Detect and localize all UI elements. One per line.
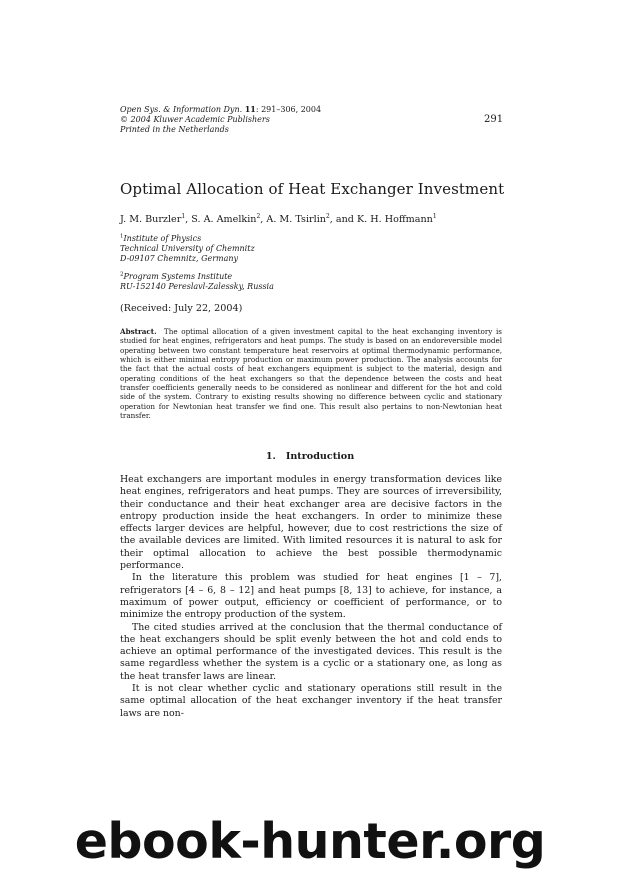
affiliation-2: $^2$Program Systems Institute RU-152140 Pereslavl-Zalessky, Russia [120, 271, 274, 291]
watermark: ebook-hunter.org [74, 813, 546, 870]
abstract [120, 327, 502, 420]
author-list [120, 214, 437, 225]
body-text [120, 474, 502, 720]
page-number: 291 [484, 114, 504, 125]
section-heading [0, 451, 620, 462]
author: J. M. Burzler$^1$, [120, 212, 192, 225]
paragraph: The cited studies arrived at the conclusion that the thermal conductance of the heat exchangers should be split evenly between the hot and cold ends to achieve an optimal performance of the investigated devices. This result is the same regardless whether the system is a cyclic or a stationary one, as long as the heat transfer laws are linear. [120, 621, 502, 682]
received-date: (Received: July 22, 2004) [120, 303, 243, 314]
journal-volume: 11 [244, 104, 256, 114]
paragraph: In the literature this problem was studied for heat engines [1 – 7], refrigerators [4 – 6, 8 – 12] and heat pumps [8, 13] to achieve, for instance, a maximum of power output, efficiency or coefficient of performance, or to minimize the entropy production of the system. [120, 572, 502, 621]
abstract-text: The optimal allocation of a given investment capital to the heat exchanging inventory is studied for heat engines, refrigerators and heat pumps. The study is based on an endoreversible model operating between two constant temperature heat reservoirs at optimal thermodynamic performance, which is either minimal entropy production or maximum power production. The analysis accounts for the fact that the actual costs of heat exchangers equipment is subject to the material, design and operating conditions of the heat exchangers so that the dependence between the costs and heat transfer coefficients generally needs to be considered as nonlinear and different for the hot and cold side of the system. Contrary to existing results showing no difference between cyclic and stationary operation for Newtonian heat transfer we find one. This result also pertains to non-Newtonian heat transfer. [120, 327, 502, 421]
journal-pages-year: : 291–306, 2004 [255, 105, 322, 114]
author: A. M. Tsirlin$^2$, and [266, 212, 357, 225]
copyright-line: © 2004 Kluwer Academic Publishers [120, 115, 270, 124]
affiliation-1: $^1$Institute of Physics Technical University of Chemnitz D-09107 Chemnitz, Germany [120, 233, 255, 263]
journal-name: Open Sys. & Information Dyn. [120, 105, 243, 114]
journal-line [120, 104, 321, 115]
journal-citation [120, 104, 321, 135]
abstract-label: Abstract. [120, 327, 157, 336]
paragraph: Heat exchangers are important modules in energy transformation devices like heat engines, refrigerators and heat pumps. They are sources of irreversibility, their conductance and their heat exchanger area are decisive factors in the entropy production inside the heat exchangers. In order to minimize these effects larger devices are helpful, however, due to cost restrictions the size of the available devices are limited. With limited resources it is natural to ask for their optimal allocation to achieve the best possible thermodynamic performance. [120, 474, 502, 572]
author: K. H. Hoffmann$^1$ [356, 212, 437, 225]
printed-line: Printed in the Netherlands [120, 125, 229, 134]
author: S. A. Amelkin$^2$, [191, 212, 267, 225]
paper-title: Optimal Allocation of Heat Exchanger Investment [120, 180, 505, 198]
paragraph: It is not clear whether cyclic and stationary operations still result in the same optimal allocation of the heat exchanger inventory if the heat transfer laws are non- [120, 683, 502, 719]
section-number: 1. [265, 451, 276, 462]
section-title: Introduction [285, 451, 355, 462]
